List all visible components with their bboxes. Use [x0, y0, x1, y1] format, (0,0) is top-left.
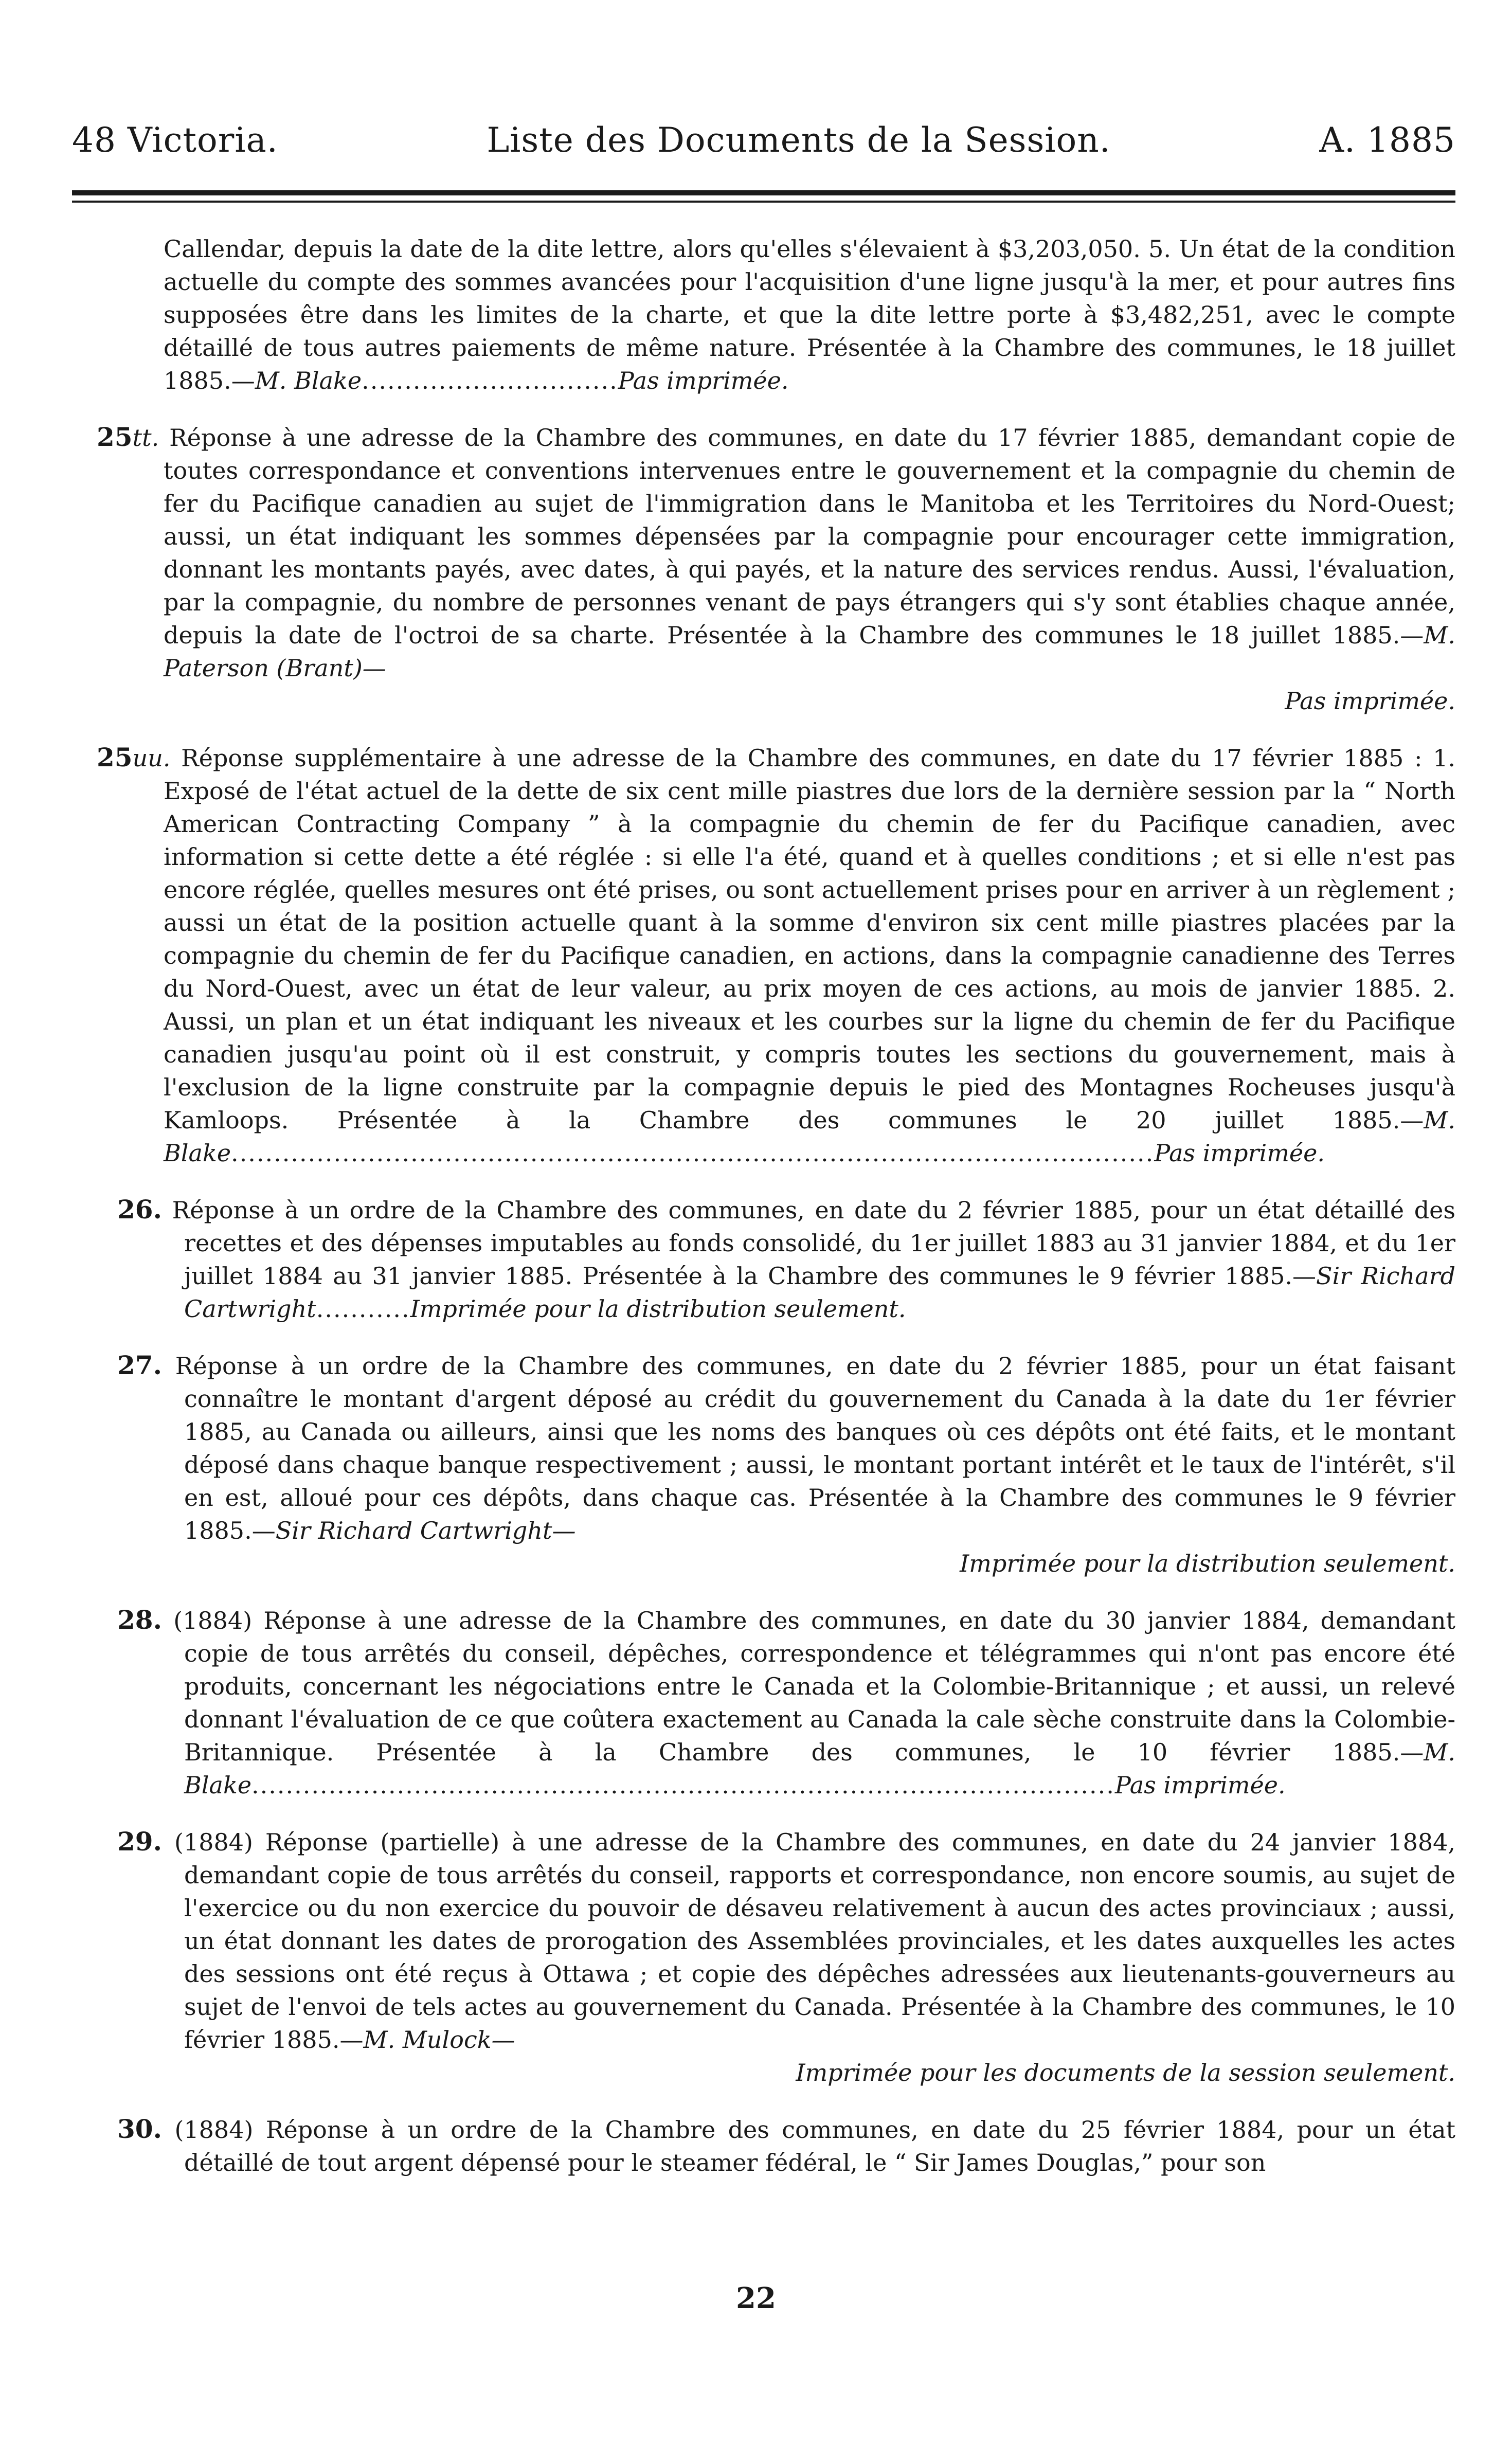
entry-leader-dots: ..................................................................................................... — [251, 1771, 1115, 1799]
page-number: 22 — [736, 2281, 776, 2315]
entry-mp: M. Mulock— — [363, 2026, 515, 2054]
entry-leader-dots: ........... — [316, 1295, 410, 1323]
entry-mp: M. Paterson (Brant)— — [164, 621, 1455, 682]
entry-text: Réponse à une adresse de la Chambre des communes, en date du 17 février 1885, demandant copie de toutes correspondance et conventions intervenues entre le gouvernement et la compagnie du chemin de fer du Pacifique canadien au sujet de l'immigration dans le Manitoba et les Territoires du Nord-Ouest; aussi, un état indiquant les sommes dépensées par la compagnie pour encourager cette immigration, donnant les montants payés, avec dates, à qui payés, et la nature des services rendus. Aussi, l'évaluation, par la compagnie, du nombre de personnes venant de pays étrangers qui s'y sont établies chaque année, depuis la date de l'octroi de sa charte. Présentée à la Chambre des communes le 18 juillet 1885.— — [164, 424, 1456, 649]
entry-number: 26 — [117, 1194, 153, 1225]
header-rule-thin — [72, 201, 1455, 203]
entry-suffix: . — [153, 2114, 163, 2144]
document-body — [72, 232, 1455, 2179]
entry-mp: M. Blake — [164, 1106, 1455, 1167]
entry-paragraph — [72, 2113, 1455, 2179]
entry-status: Imprimée pour la distribution seulement. — [410, 1295, 906, 1323]
entry-paragraph — [72, 1349, 1455, 1547]
entry-suffix: . — [153, 1350, 163, 1380]
entry-suffix: tt. — [132, 424, 159, 452]
header-regnal-year: 48 Victoria. — [72, 120, 278, 160]
entry-number: 28 — [117, 1605, 153, 1635]
header-title: Liste des Documents de la Session. — [487, 120, 1111, 160]
entry-25uu — [72, 741, 1455, 1169]
header-year: A. 1885 — [1319, 120, 1455, 160]
continued-mp: M. Blake — [255, 367, 362, 394]
entry-status: Imprimée pour la distribution seulement. — [960, 1550, 1455, 1577]
entry-status: Pas imprimée. — [1285, 687, 1455, 715]
header-rule-thick — [72, 190, 1455, 195]
entry-leader-dots: ............................................................................................................ — [231, 1139, 1155, 1167]
entry-paragraph — [72, 421, 1455, 685]
entry-number: 27 — [117, 1350, 153, 1380]
entry-paragraph — [72, 741, 1455, 1169]
entry-paragraph — [72, 1604, 1455, 1802]
entry-suffix: . — [153, 1605, 163, 1635]
continued-paragraph — [72, 232, 1455, 397]
entry-28 — [72, 1604, 1455, 1802]
entry-number: 30 — [117, 2114, 153, 2144]
entry-27 — [72, 1349, 1455, 1580]
entry-25tt — [72, 421, 1455, 717]
entry-mp: M. Blake — [184, 1738, 1455, 1799]
entry-26 — [72, 1193, 1455, 1325]
entry-text: (1884) Réponse à une adresse de la Chambre des communes, en date du 30 janvier 1884, demandant copie de tous arrêtés du conseil, dépêches, correspondence et télégrammes qui n'ont pas encore été produits, concernant les négociations entre le Canada et la Colombie-Britannique ; et aussi, un relevé donnant l'évaluation de ce que coûtera exactement au Canada la cale sèche construite dans la Colombie-Britannique. Présentée à la Chambre des communes, le 10 février 1885.— — [173, 1607, 1455, 1766]
entry-text: (1884) Réponse (partielle) à une adresse de la Chambre des communes, en date du 24 janvier 1884, demandant copie de tous arrêtés du conseil, rapports et correspondance, non encore soumis, au sujet de l'exercice ou du non exercice du pouvoir de désaveu relativement à aucun des actes provinciaux ; aussi, un état donnant les dates de prorogation des Assemblées provinciales, et les dates auxquelles les actes des sessions ont été reçus à Ottawa ; et copie des dépêches adressées aux lieutenants-gouverneurs au sujet de l'envoi de tels actes au gouvernement du Canada. Présentée à la Chambre des communes, le 10 février 1885.— — [174, 1828, 1455, 2054]
entry-suffix: . — [153, 1194, 163, 1225]
entry-text: Réponse supplémentaire à une adresse de la Chambre des communes, en date du 17 février 1885 : 1. Exposé de l'état actuel de la dette de six cent mille piastres due lors de la dernière session par la “ North American Contracting Company ” à la compagnie du chemin de fer du Pacifique canadien, avec information si cette dette a été réglée : si elle l'a été, quand et à quelles conditions ; et si elle n'est pas encore réglée, quelles mesures ont été prises, ou sont actuellement prises pour en arriver à un règlement ; aussi un état de la position actuelle quant à la somme d'environ six cent mille piastres placées par la compagnie du chemin de fer du Pacifique canadien, en actions, dans la compagnie canadienne des Terres du Nord-Ouest, avec un état de leur valeur, au prix moyen de ces actions, au mois de janvier 1885. 2. Aussi, un plan et un état indiquant les niveaux et les courbes sur la ligne du chemin de fer du Pacifique canadien jusqu'au point où il est construit, y compris toutes les sections du gouvernement, mais à l'exclusion de la ligne construite par la compagnie depuis le pied des Montagnes Rocheuses jusqu'à Kamloops. Présentée à la Chambre des communes le 20 juillet 1885.— — [164, 744, 1455, 1134]
entry-30 — [72, 2113, 1455, 2179]
entry-status: Pas imprimée. — [1154, 1139, 1325, 1167]
entry-text: (1884) Réponse à un ordre de la Chambre des communes, en date du 25 février 1884, pour un état détaillé de tout argent dépensé pour le steamer fédéral, le “ Sir James Douglas,” pour son — [174, 2116, 1455, 2176]
entry-mp: Sir Richard Cartwright— — [275, 1517, 576, 1544]
entry-number: 29 — [117, 1826, 153, 1857]
entry-number: 25 — [97, 742, 133, 772]
entry-paragraph — [72, 1825, 1455, 2056]
entry-29 — [72, 1825, 1455, 2089]
running-header — [72, 117, 1455, 164]
continued-text: Callendar, depuis la date de la dite lettre, alors qu'elles s'élevaient à $3,203,050. 5. Un état de la condition actuelle du compte des sommes avancées pour l'acquisition d'une ligne jusqu'à la mer, et pour autres fins supposées être dans les limites de la charte, et que la dite lettre porte à $3,482,251, avec le compte détaillé de tous autres paiements de même nature. Présentée à la Chambre des communes, le 18 juillet 1885.— — [164, 235, 1455, 394]
entry-text: Réponse à un ordre de la Chambre des communes, en date du 2 février 1885, pour un état faisant connaître le montant d'argent déposé au crédit du gouvernement du Canada à la date du 1er février 1885, au Canada ou ailleurs, ainsi que les noms des banques où ces dépôts ont été faits, et le montant déposé dans chaque banque respectivement ; aussi, le montant portant intérêt et le taux de l'intérêt, s'il en est, alloué pour ces dépôts, dans chaque cas. Présentée à la Chambre des communes le 9 février 1885.— — [175, 1352, 1455, 1544]
entry-status: Imprimée pour les documents de la session seulement. — [796, 2059, 1455, 2086]
continued-leader-dots: .............................. — [362, 367, 618, 394]
entry-mp: Sir Richard Cartwright — [184, 1262, 1455, 1323]
entry-suffix: uu. — [132, 744, 171, 772]
entry-status: Pas imprimée. — [1114, 1771, 1286, 1799]
entry-number: 25 — [97, 422, 133, 452]
entry-paragraph — [72, 1193, 1455, 1325]
entry-text: Réponse à un ordre de la Chambre des communes, en date du 2 février 1885, pour un état détaillé des recettes et des dépenses imputables au fonds consolidé, du 1er juillet 1883 au 31 janvier 1884, et du 1er juillet 1884 au 31 janvier 1885. Présentée à la Chambre des communes le 9 février 1885.— — [172, 1196, 1455, 1290]
continued-status: Pas imprimée. — [618, 367, 789, 394]
entry-suffix: . — [153, 1826, 163, 1857]
